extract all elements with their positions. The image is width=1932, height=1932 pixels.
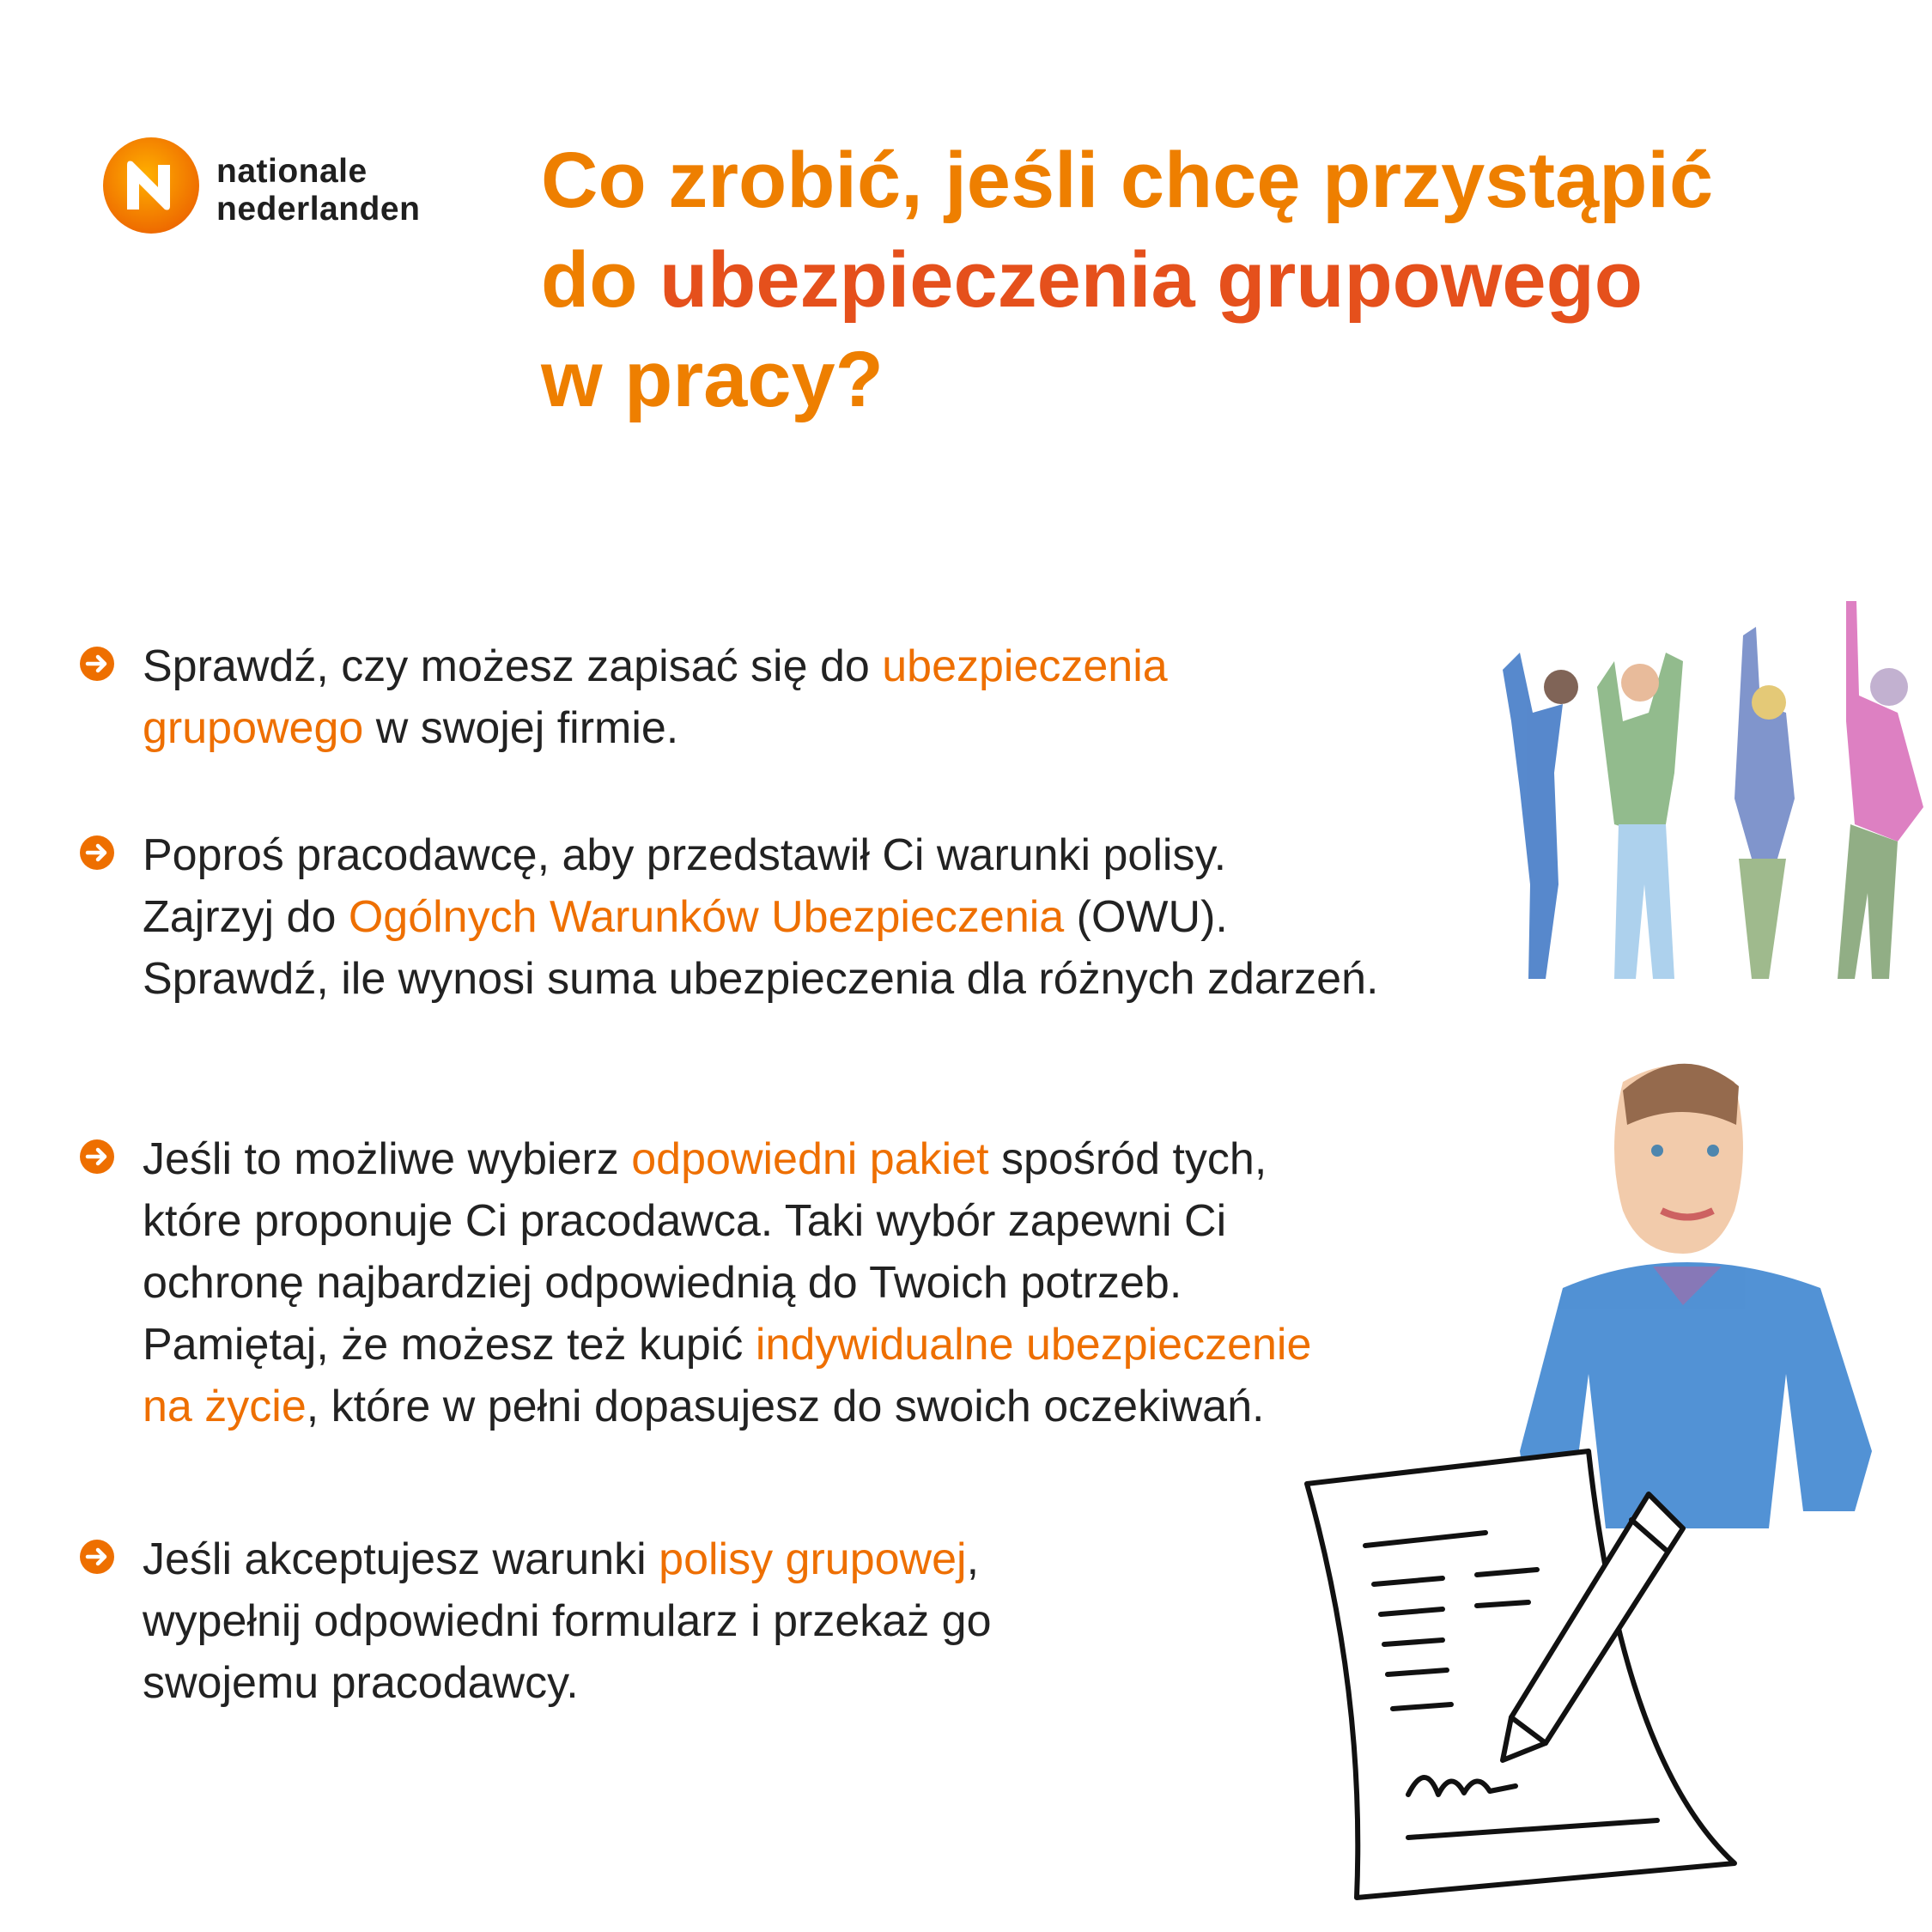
- arrow-right-circle-icon: [79, 1139, 115, 1175]
- arrow-right-circle-icon: [79, 646, 115, 682]
- text-segment: spośród tych,: [988, 1134, 1267, 1184]
- list-item-text: [143, 1128, 1311, 1437]
- text-segment: Sprawdź, ile wynosi suma ubezpieczenia dla różnych zdarzeń.: [143, 954, 1379, 1004]
- list-item-text: [143, 1528, 991, 1714]
- text-segment: Pamiętaj, że możesz też kupić: [143, 1320, 756, 1370]
- title-line-1: Co zrobić, jeśli chcę przystąpić: [541, 137, 1714, 224]
- text-highlight: grupowego: [143, 703, 364, 753]
- text-segment: ochronę najbardziej odpowiednią do Twoich potrzeb.: [143, 1258, 1182, 1308]
- text-highlight: na życie: [143, 1382, 307, 1431]
- text-segment: które proponuje Ci pracodawca. Taki wybór zapewni Ci: [143, 1196, 1227, 1246]
- text-highlight: odpowiedni pakiet: [631, 1134, 989, 1184]
- brand-line-1: nationale: [216, 153, 368, 190]
- text-highlight: indywidualne ubezpieczenie: [755, 1320, 1312, 1370]
- list-item-text: [143, 824, 1378, 1010]
- brand-logo: [101, 136, 462, 239]
- arrow-right-circle-icon: [79, 1539, 115, 1575]
- list-item-text: [143, 635, 1168, 759]
- title-line-2: [541, 230, 1915, 330]
- text-highlight: ubezpieczenia: [882, 641, 1168, 691]
- text-highlight: polisy grupowej: [659, 1534, 967, 1584]
- text-segment: Zajrzyj do: [143, 892, 349, 942]
- title-line-2-prefix: do: [541, 236, 659, 324]
- text-segment: wypełnij odpowiedni formularz i przekaż go: [143, 1596, 992, 1646]
- brand-line-2: nederlanden: [216, 191, 421, 228]
- text-segment: swojemu pracodawcy.: [143, 1658, 579, 1708]
- text-highlight: Ogólnych Warunków Ubezpieczenia: [348, 892, 1065, 942]
- text-segment: Sprawdź, czy możesz zapisać się do: [143, 641, 883, 691]
- text-segment: (OWU).: [1064, 892, 1228, 942]
- text-segment: Jeśli akceptujesz warunki: [143, 1534, 659, 1584]
- title-line-3: w pracy?: [541, 336, 884, 423]
- text-segment: Poproś pracodawcę, aby przedstawił Ci warunki polisy.: [143, 830, 1227, 880]
- text-segment: Jeśli to możliwe wybierz: [143, 1134, 632, 1184]
- text-segment: , które w pełni dopasujesz do swoich oczekiwań.: [306, 1382, 1265, 1431]
- nn-logo-icon: [101, 136, 201, 235]
- brand-name: [216, 153, 420, 228]
- document-pencil-illustration: [1288, 1434, 1769, 1915]
- text-segment: w swojej firmie.: [363, 703, 679, 753]
- text-segment: ,: [966, 1534, 980, 1584]
- page-title: [541, 131, 1915, 429]
- arrow-right-circle-icon: [79, 835, 115, 871]
- title-line-2-highlight: ubezpieczenia grupowego: [659, 236, 1643, 324]
- cheering-people-illustration: [1468, 601, 1932, 1048]
